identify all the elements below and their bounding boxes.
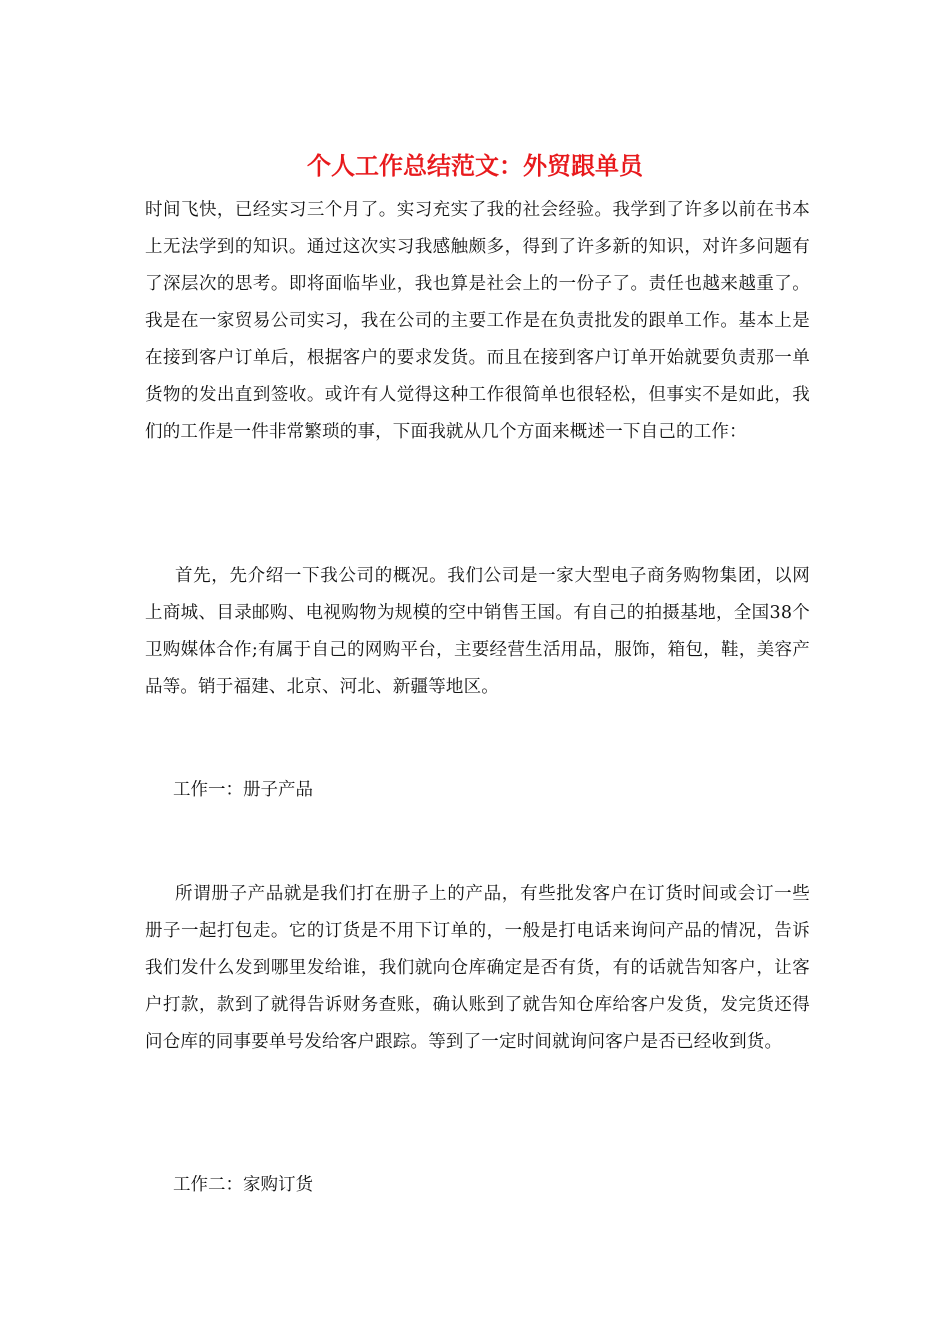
intro-paragraph: 时间飞快，已经实习三个月了。实习充实了我的社会经验。我学到了许多以前在书本上无法学到的知识。通过这次实习我感触颇多，得到了许多新的知识，对许多问题有了深层次的思考。即将面临毕业，我也算是社会上的一份子了。责任也越来越重了。我是在一家贸易公司实习，我在公司的主要工作是在负责批发的跟单工作。基本上是在接到客户订单后，根据客户的要求发货。而且在接到客户订单开始就要负责那一单货物的发出直到签收。或许有人觉得这种工作很简单也很轻松，但事实不是如此，我们的工作是一件非常繁琐的事，下面我就从几个方面来概述一下自己的工作：: [145, 200, 810, 442]
section-heading-work-two: 工作二：家购订货: [173, 1175, 313, 1195]
section-heading-work-one: 工作一：册子产品: [173, 780, 313, 800]
work-one-paragraph: 所谓册子产品就是我们打在册子上的产品，有些批发客户在订货时间或会订一些册子一起打包走。它的订货是不用下订单的，一般是打电话来询问产品的情况，告诉我们发什么发到哪里发给谁，我们就向仓库确定是否有货，有的话就告知客户，让客户打款，款到了就得告诉财务查账，确认账到了就告知仓库给客户发货，发完货还得问仓库的同事要单号发给客户跟踪。等到了一定时间就询问客户是否已经收到货。: [145, 884, 810, 1052]
company-overview-paragraph: 首先，先介绍一下我公司的概况。我们公司是一家大型电子商务购物集团，以网上商城、目录邮购、电视购物为规模的空中销售王国。有自己的拍摄基地，全国38个卫购媒体合作;有属于自己的网购平台，主要经营生活用品，服饰，箱包，鞋，美容产品等。销于福建、北京、河北、新疆等地区。: [145, 566, 810, 697]
document-title: 个人工作总结范文：外贸跟单员: [307, 151, 643, 180]
